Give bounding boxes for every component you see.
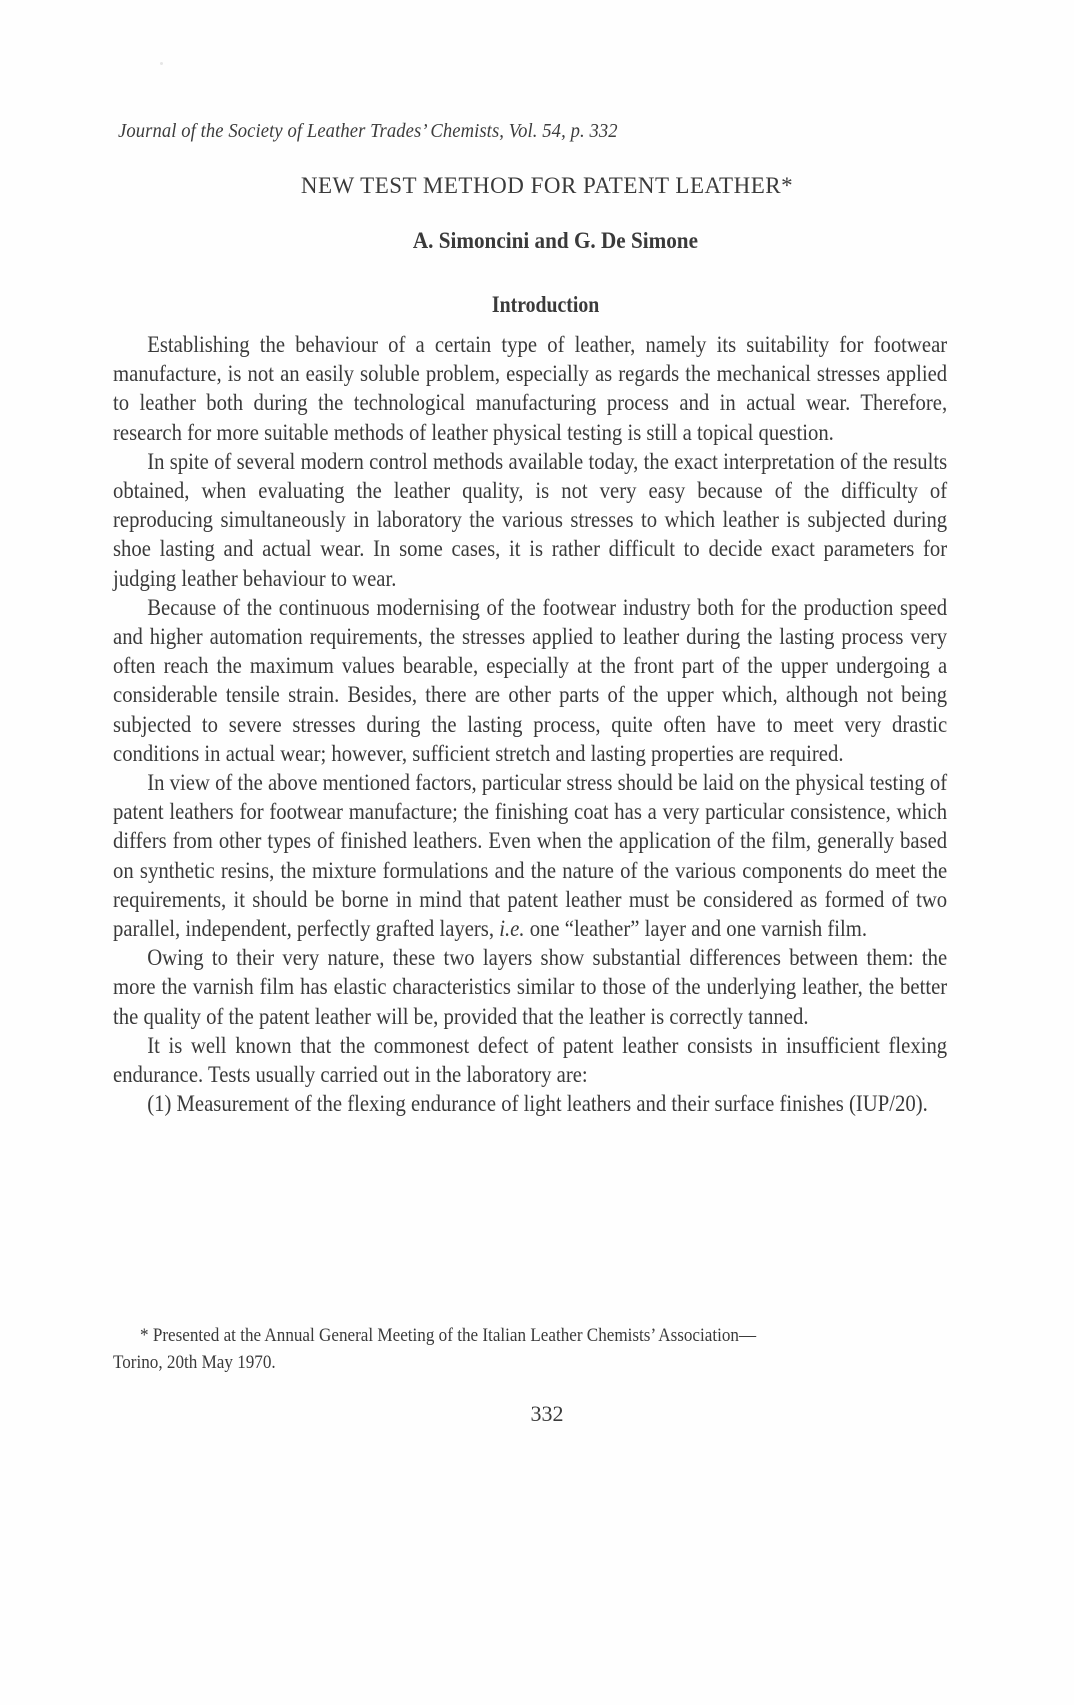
article-title: NEW TEST METHOD FOR PATENT LEATHER* [300, 173, 794, 198]
paragraph: Establishing the behaviour of a certain type of leather, namely its suitability for footwear manufacture, is not an easily soluble problem, especially as regards the mechanical stresses applied to leather both during the technological manufacturing process and in actual wear. Therefore, research for more suitable methods of leather physical testing is still a topical question. [113, 332, 948, 445]
section-heading-introduction: Introduction [491, 292, 600, 317]
paragraph: It is well known that the commonest defect of patent leather consists in insufficient flexing endurance. Tests usually carried out in the laboratory are: [113, 1032, 948, 1088]
article-authors: A. Simoncini and G. De Simone [412, 228, 698, 253]
scan-speck [160, 62, 163, 65]
page-number: 332 [530, 1401, 564, 1426]
italic-abbreviation: i.e. [499, 916, 525, 942]
paragraph: (1) Measurement of the flexing endurance of light leathers and their surface finishes (IUP/20). [147, 1091, 928, 1117]
footnote-line: Torino, 20th May 1970. [113, 1352, 276, 1373]
footnote-line: * Presented at the Annual General Meeting of the Italian Leather Chemists’ Association— [140, 1325, 757, 1346]
paragraph: In spite of several modern control methods available today, the exact interpretation of the results obtained, when evaluating the leather quality, is not very easy because of the difficulty of reproducing simultaneously in laboratory the various stresses to which leather is subjected during shoe lasting and actual wear. In some cases, it is rather difficult to decide exact parameters for judging leather behaviour to wear. [113, 448, 948, 591]
paragraph [113, 768, 947, 943]
paragraph: Because of the continuous modernising of the footwear industry both for the production speed and higher automation requirements, the stresses applied to leather during the lasting process very often reach the maximum values bearable, especially at the front part of the upper undergoing a considerable tensile strain. Besides, there are other parts of the upper which, although not being subjected to severe stresses during the lasting process, quite often have to meet very drastic conditions in actual wear; however, sufficient stretch and lasting properties are required. [113, 594, 948, 766]
footnote [113, 1322, 833, 1376]
paragraph: Owing to their very nature, these two layers show substantial differences between them: the more the varnish film has elastic characteristics similar to those of the underlying leather, the better the quality of the patent leather will be, provided that the leather is correctly tanned. [113, 945, 948, 1029]
running-head: Journal of the Society of Leather Trades’ Chemists, Vol. 54, p. 332 [118, 120, 618, 142]
paragraph-text: In view of the above mentioned factors, particular stress should be laid on the physical testing of patent leathers for footwear manufacture; the finishing coat has a very particular consistence, which differs from other types of finished leathers. Even when the application of the film, generally based on synthetic resins, the mixture formulations and the nature of the various components do meet the requirements, it should be borne in mind that patent leather must be considered as formed of two parallel, independent, perfectly grafted layers, [113, 770, 948, 942]
article-body [113, 330, 948, 1118]
paragraph-text-tail: one “leather” layer and one varnish film. [529, 916, 868, 942]
